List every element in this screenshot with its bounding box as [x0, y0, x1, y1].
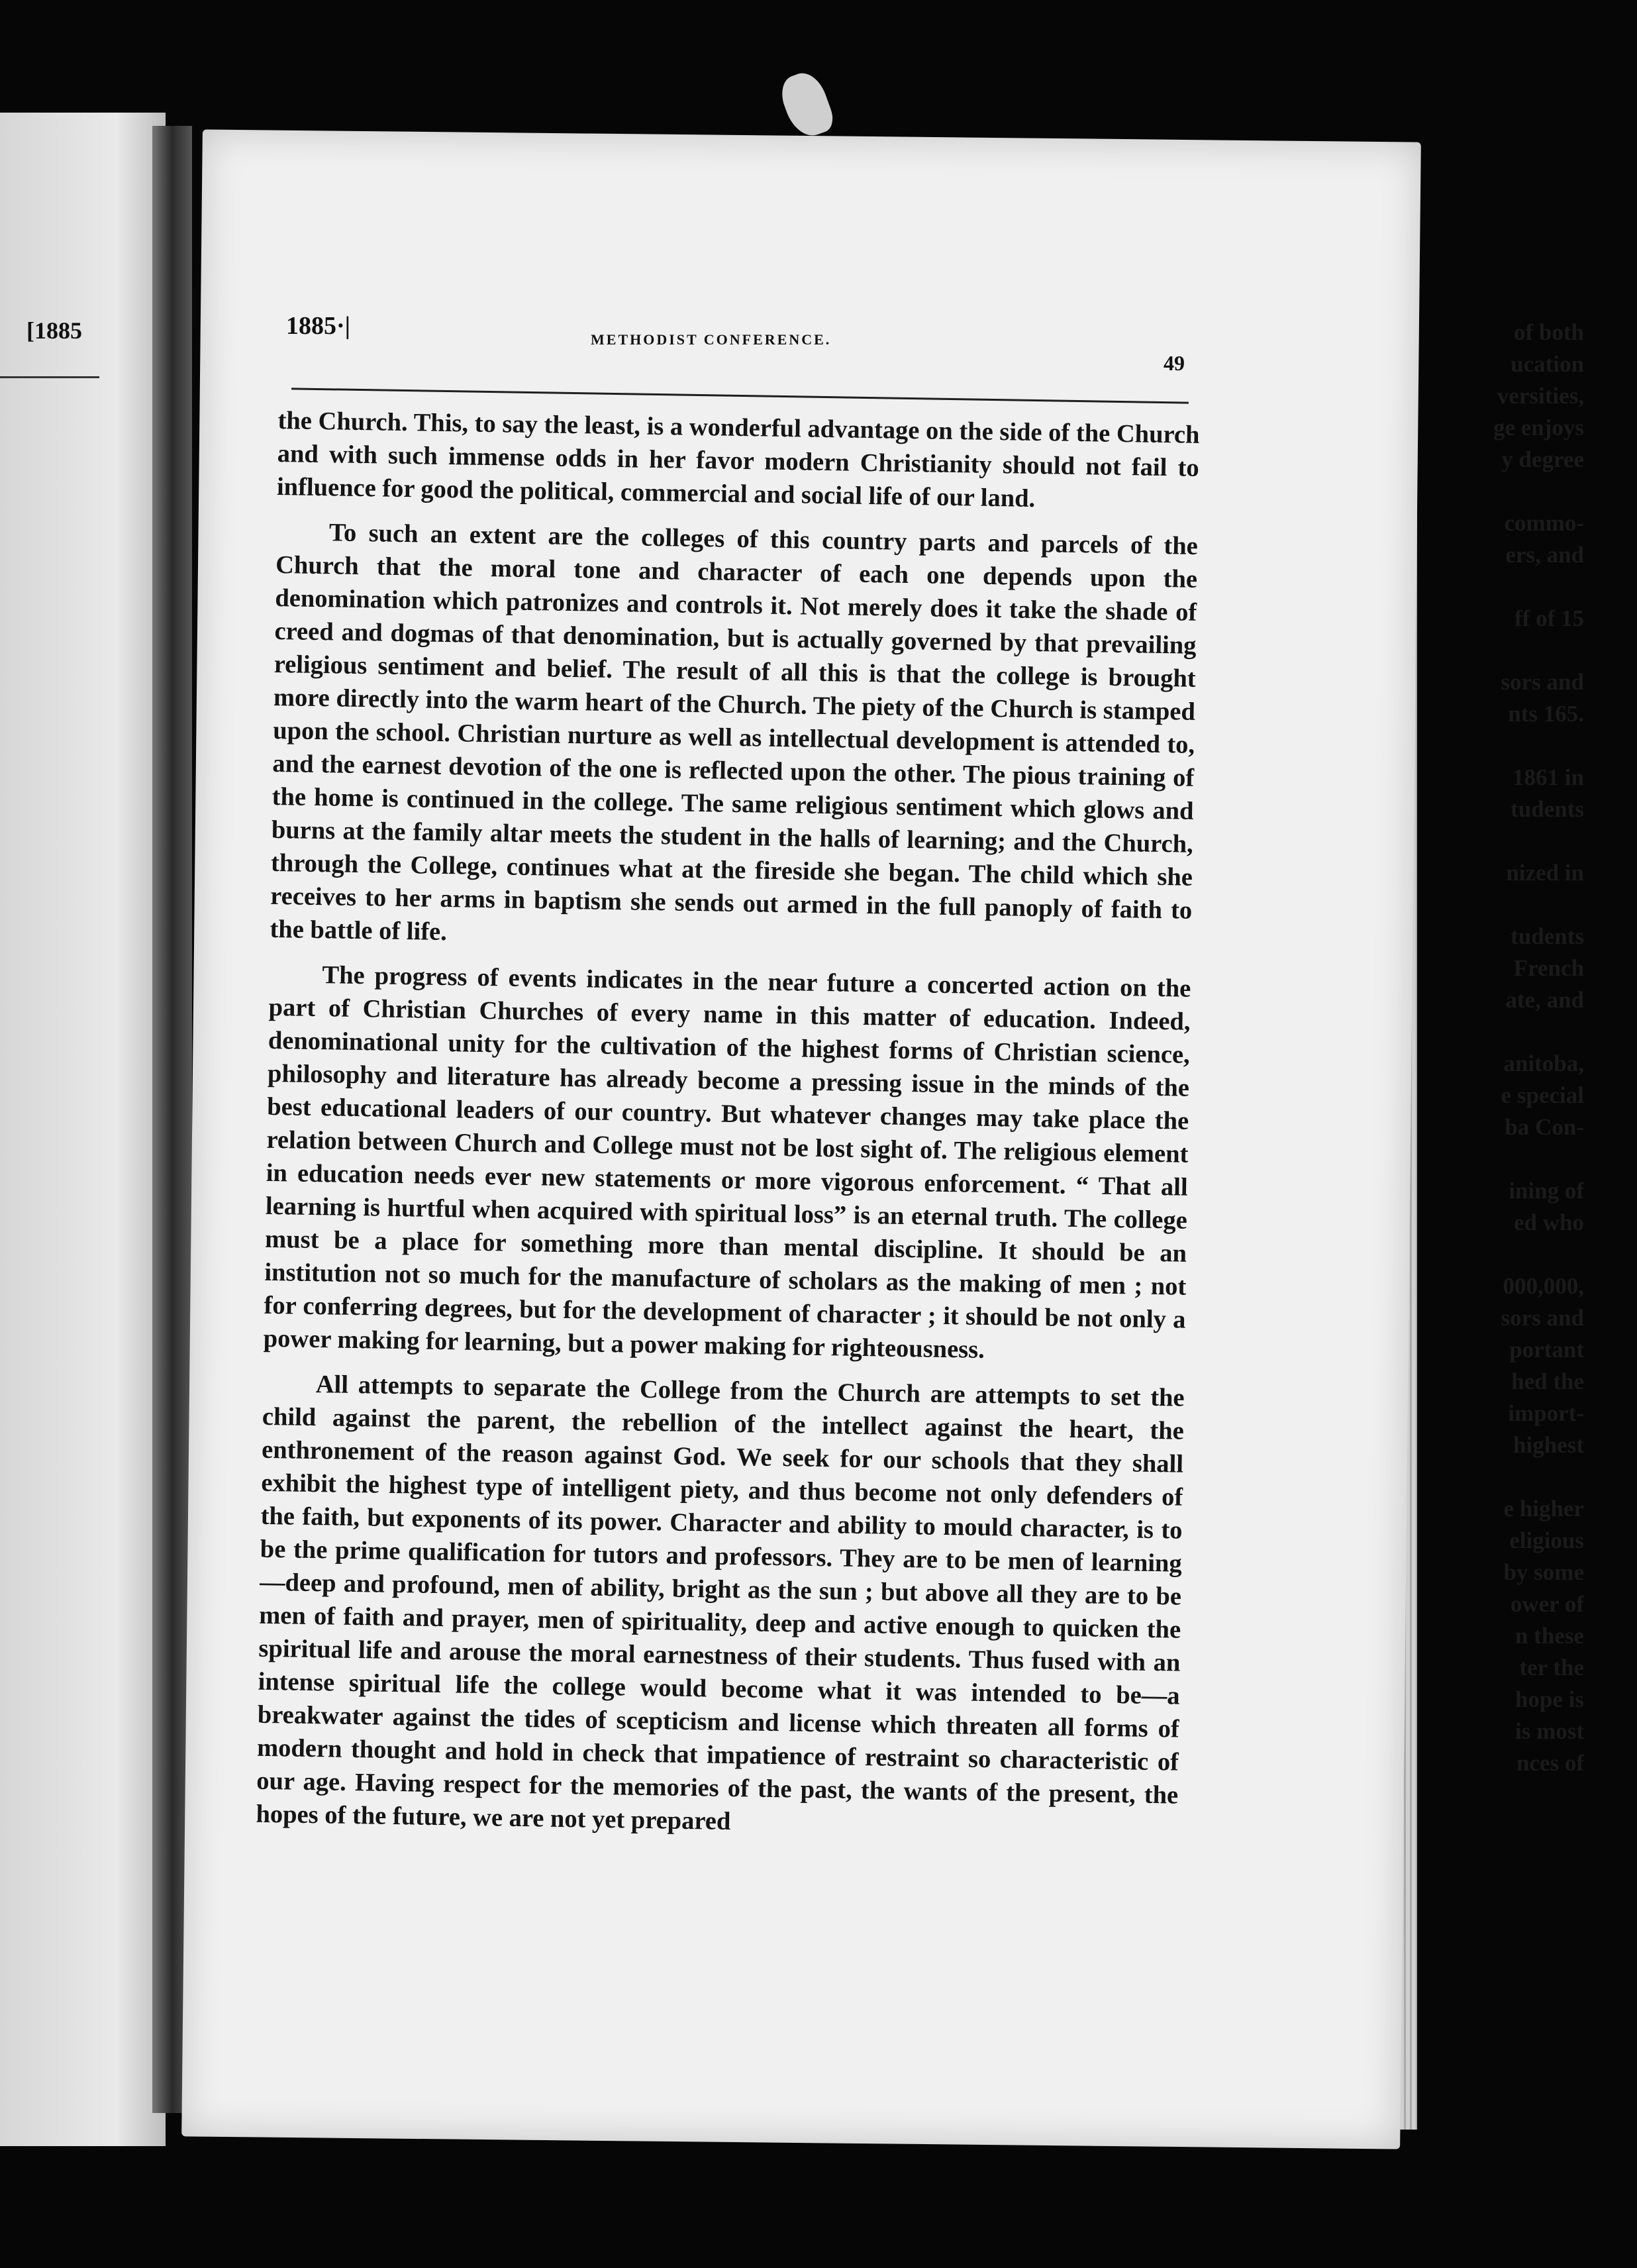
previous-page-line: 1861 in: [1513, 764, 1584, 790]
paragraph: To such an extent are the colleges of this country parts and parcels of the Church that the moral tone and character of each one depends upon the denomination which patronizes and controls it. Not merely does it take the shade of creed and dogmas of that denomination, but is actually governed by that prevailing religious sentiment and belief. The result of all this is that the college is brought more directly into the warm heart of the Church. The piety of the Church is stamped upon the school. Christian nurture as well as intellectual development is attended to, and the earnest devotion of the one is reflected upon the other. The pious training of the home is continued in the college. The same religious sentiment which glows and burns at the family altar meets the student in the halls of learning; and the Church, through the College, continues what at the fireside she began. The child which she receives to her arms in baptism she sends out armed in the full panoply of faith to the battle of life.: [270, 519, 1199, 947]
previous-page-line: nts 165.: [1508, 701, 1584, 727]
previous-page-line: by some: [1503, 1559, 1584, 1585]
previous-page-line: [1458, 1461, 1584, 1493]
previous-page-line: versities,: [1497, 383, 1584, 409]
previous-page-line: nces of: [1516, 1750, 1584, 1776]
previous-page-line: [1458, 1239, 1584, 1270]
previous-page-line: ucation: [1511, 351, 1584, 377]
page-number: 49: [1164, 351, 1185, 375]
page-body: [254, 404, 1200, 1975]
previous-page-line: ers, and: [1505, 542, 1584, 568]
running-header: [286, 311, 1200, 375]
previous-page-line: [1458, 1143, 1584, 1175]
previous-page-line: 000,000,: [1503, 1273, 1584, 1299]
previous-page-line: portant: [1509, 1337, 1584, 1363]
previous-page-line: ed who: [1514, 1210, 1584, 1235]
previous-page: [0, 113, 166, 2146]
paragraph: All attempts to separate the College from the Church are attempts to set the child against the parent, the rebellion of the intellect against the heart, the enthronement of the reason against God. We seek for our schools that they shall exhibit the highest type of intelligent piety, and thus become not only defenders of the faith, but exponents of its power. Character and ability to mould character, is to be the prime qualification for tutors and professors. They are to be men of learning—deep and profound, men of ability, bright as the sun ; but above all they are to be men of faith and prayer, men of spirituality, deep and active enough to quicken the spiritual life and arouse the moral earnestness of their students. Thus fused with an intense spiritual life the college would become what it was intended to be—a breakwater against the tides of scepticism and license which threaten all forms of modern thought and hold in check that impatience of restraint so characteristic of our age. Having respect for the memories of the past, the wants of the present, the hopes of the future, we are not yet prepared: [256, 1370, 1185, 1835]
previous-page-line: of both: [1514, 319, 1584, 345]
previous-page-line: import-: [1508, 1400, 1584, 1426]
previous-page-header: [1885: [26, 317, 82, 344]
previous-page-line: [1458, 889, 1584, 921]
previous-page-text-fragments: [1458, 317, 1584, 1779]
previous-page-line: sors and: [1501, 1305, 1584, 1331]
previous-page-line: ba Con-: [1505, 1114, 1584, 1140]
previous-page-rule: [0, 376, 99, 378]
previous-page-line: sors and: [1501, 669, 1584, 695]
header-year: 1885·|: [286, 312, 351, 340]
previous-page-line: ining of: [1509, 1178, 1584, 1204]
previous-page-line: tudents: [1511, 796, 1584, 822]
previous-page-line: ate, and: [1505, 987, 1584, 1013]
previous-page-line: highest: [1513, 1432, 1584, 1458]
previous-page-line: ff of 15: [1514, 605, 1584, 631]
previous-page-line: [1458, 571, 1584, 603]
previous-page-line: ter the: [1519, 1655, 1584, 1680]
previous-page-line: e special: [1501, 1082, 1584, 1108]
previous-page-line: [1458, 825, 1584, 857]
previous-page-line: [1458, 1016, 1584, 1048]
previous-page-line: French: [1513, 955, 1584, 981]
previous-page-line: anitoba,: [1503, 1051, 1584, 1076]
header-title: METHODIST CONFERENCE.: [591, 331, 832, 348]
paragraph: The progress of events indicates in the near future a concerted action on the part of Christian Churches of every name in this matter of education. Indeed, denominational unity for the cultivation of the highest forms of Christian science, philosophy and literature has already become a pressing issue in the minds of the best educational leaders of our country. But whatever changes may take place the relation between Church and College must not be lost sight of. The religious element in education needs ever new statements or more vigorous enforcement. “ That all learning is hurtful when acquired with spiritual loss” is an eternal truth. The college must be a place for something more than mental discipline. It should be an institution not so much for the manufacture of scholars as the making of men ; not for conferring degrees, but for the development of character ; it should be not only a power making for learning, but a power making for righteousness.: [263, 961, 1191, 1364]
previous-page-line: nized in: [1506, 860, 1584, 886]
previous-page-line: hope is: [1514, 1686, 1584, 1712]
previous-page-line: [1458, 635, 1584, 666]
paper-fragment: [776, 68, 838, 142]
previous-page-line: e higher: [1503, 1496, 1584, 1521]
previous-page-line: commo-: [1504, 510, 1584, 536]
previous-page-line: n these: [1514, 1623, 1584, 1649]
previous-page-line: y degree: [1501, 446, 1584, 472]
previous-page-line: eligious: [1509, 1527, 1584, 1553]
previous-page-line: ower of: [1510, 1591, 1584, 1617]
previous-page-line: is most: [1514, 1718, 1584, 1744]
previous-page-line: [1458, 730, 1584, 762]
paragraph: the Church. This, to say the least, is a wonderful advantage on the side of the Church and with such immense odds in her favor modern Christianity should not fail to influence for good the political, commercial and social life of our land.: [276, 406, 1200, 513]
previous-page-line: ge enjoys: [1493, 415, 1584, 440]
previous-page-line: [1458, 476, 1584, 507]
previous-page-line: hed the: [1511, 1368, 1584, 1394]
previous-page-line: tudents: [1511, 923, 1584, 949]
